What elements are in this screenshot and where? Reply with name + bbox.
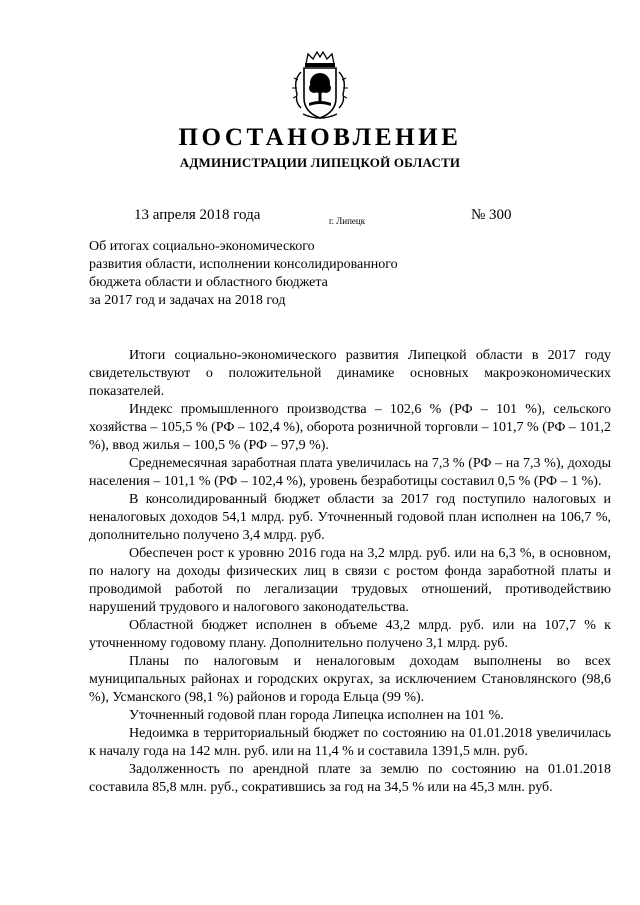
- document-subject: [89, 238, 449, 310]
- document-city: г. Липецк: [329, 216, 366, 226]
- body-paragraph: Итоги социально-экономического развития Липецкой области в 2017 году свидетельствуют о положительной динамике основных макроэкономических показателей.: [89, 348, 611, 399]
- body-paragraph: Уточненный годовой план города Липецка исполнен на 101 %.: [129, 708, 504, 723]
- document-title: ПОСТАНОВЛЕНИЕ: [178, 124, 462, 151]
- body-paragraph: Задолженность по арендной плате за землю по состоянию на 01.01.2018 составила 85,8 млн. руб., сократившись за год на 34,5 % или на 45,3 млн. руб.: [89, 762, 611, 795]
- body-paragraph: Областной бюджет исполнен в объеме 43,2 млрд. руб. или на 107,7 % к уточненному годовому плану. Дополнительно получено 3,1 млрд. руб.: [89, 618, 611, 651]
- body-paragraph: В консолидированный бюджет области за 2017 год поступило налоговых и неналоговых доходов 54,1 млрд. руб. Уточненный годовой план исполнен на 106,7 %, дополнительно получено 3,4 млрд. руб.: [89, 492, 611, 543]
- subject-line: бюджета области и областного бюджета: [89, 275, 328, 290]
- coat-of-arms-icon: [291, 50, 349, 122]
- subject-line: развития области, исполнении консолидированного: [89, 257, 398, 272]
- document-issuer: АДМИНИСТРАЦИИ ЛИПЕЦКОЙ ОБЛАСТИ: [179, 155, 461, 170]
- document-number: № 300: [471, 207, 512, 223]
- body-paragraph: Среднемесячная заработная плата увеличилась на 7,3 % (РФ – на 7,3 %), доходы населения – 101,1 % (РФ – 102,4 %), уровень безработицы составил 0,5 % (РФ – 1 %).: [89, 456, 611, 489]
- body-paragraph: Планы по налоговым и неналоговым доходам выполнены во всех муниципальных районах и городских округах, за исключением Становлянского (98,6 %), Усманского (98,1 %) районов и города Ельца (99 %).: [89, 654, 611, 705]
- subject-line: Об итогах социально-экономического: [89, 239, 315, 254]
- document-body: [89, 347, 611, 797]
- document-date: 13 апреля 2018 года: [134, 207, 261, 223]
- body-paragraph: Индекс промышленного производства – 102,6 % (РФ – 101 %), сельского хозяйства – 105,5 % (РФ – 102,4 %), оборота розничной торговли – 101,7 % (РФ – 101,2 %), ввод жилья – 100,5 % (РФ – 97,9 %).: [89, 402, 611, 453]
- subject-line: за 2017 год и задачах на 2018 год: [89, 293, 286, 308]
- body-paragraph: Недоимка в территориальный бюджет по состоянию на 01.01.2018 увеличилась к началу года на 142 млн. руб. или на 11,4 % и составила 1391,5 млн. руб.: [89, 726, 611, 759]
- body-paragraph: Обеспечен рост к уровню 2016 года на 3,2 млрд. руб. или на 6,3 %, в основном, по налогу на доходы физических лиц в связи с ростом фонда заработной платы и проводимой работой по легализации трудовых отношений, противодействию нарушений трудового и налогового законодательства.: [89, 546, 611, 615]
